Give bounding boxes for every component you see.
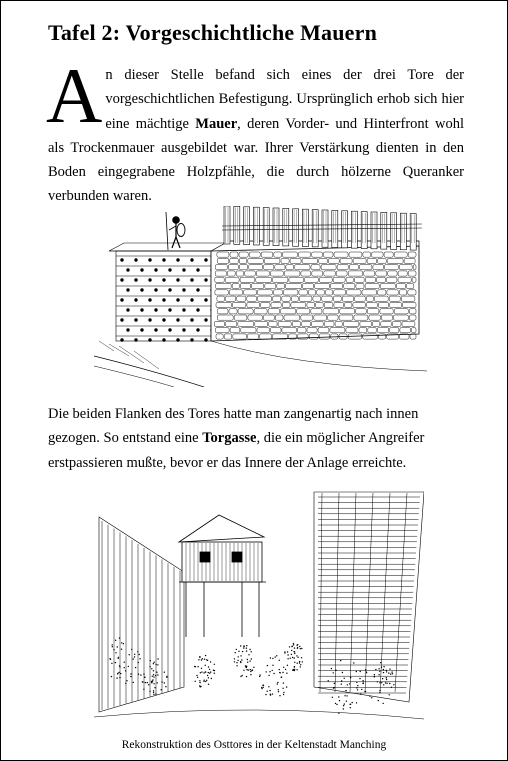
drop-cap: A [46,52,103,139]
intro-bold-mauer: Mauer [195,115,238,132]
intro-text-1: n dieser Stelle befand sich eines der drei Tore der vorgeschichtlichen Befestigung. Ursprünglich erhob sich hier eine mächtige [105,67,464,132]
para2-text-2: , die ein möglicher Angreifer erstpassieren mußte, bevor er das Innere der Anlage erreichte. [48,430,425,471]
figure-caption: Rekonstruktion des Osttores in der Keltenstadt Manching [121,739,387,751]
para2-bold-torgasse: Torgasse [202,430,257,447]
intro-paragraph [46,52,465,209]
wall-illustration [94,206,427,387]
page-title: Tafel 2: Vorgeschichtliche Mauern [48,20,378,45]
body-paragraph [48,402,468,475]
gate-illustration [94,487,424,732]
para2-text-1: Die beiden Flanken des Tores hatte man zangenartig nach innen gezogen. So entstand eine [48,406,419,447]
intro-text-2: , deren Vorder- und Hinterfront wohl als Trockenmauer ausgebildet war. Ihrer Verstärkung dienten in den Boden eingegrabene Holzpfähle, die durch hölzerne Queranker verbunden waren. [48,115,465,205]
